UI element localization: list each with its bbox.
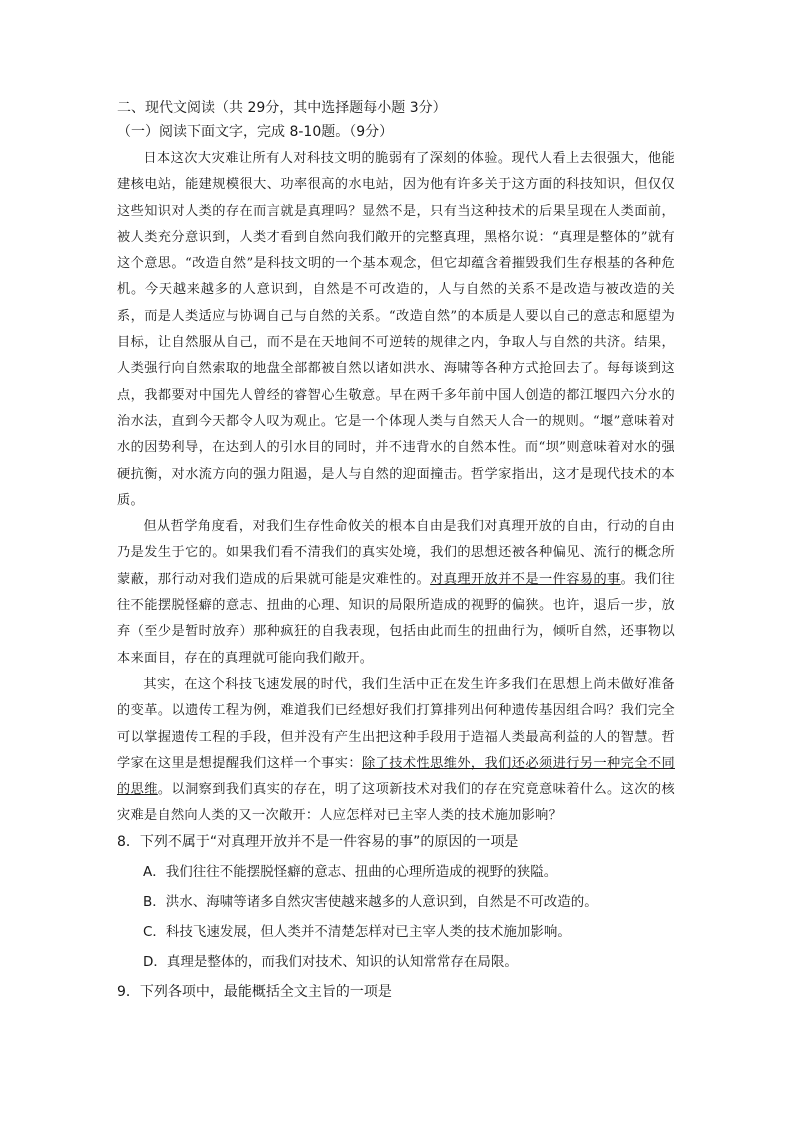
question-8-option-a: A．我们往往不能摆脱怪癖的意志、扭曲的心理所造成的视野的狭隘。 (143, 863, 558, 880)
section-title: 二、现代文阅读（共 29分，其中选择题每小题 3分） (117, 100, 447, 116)
passage-paragraph-1: 日本这次大灾难让所有人对科技文明的脆弱有了深刻的体验。现代人看上去很强大，他能建核电站，能建规模很大、功率很高的水电站，因为他有许多关于这方面的科技知识，但仅仅这些知识对人类的存在而言就是真理吗？显然不是，只有当这种技术的后果呈现在人类面前，被人类充分意识到，人类才看到自然向我们敞开的完整真理，黑格尔说：“真理是整体的”就有这个意思。“改造自然”是科技文明的一个基本观念，但它却蕴含着摧毁我们生存根基的各种危机。今天越来越多的人意识到，自然是不可改造的，人与自然的关系不是改造与被改造的关系，而是人类适应与协调自己与自然的关系。“改造自然”的本质是人要以自己的意志和愿望为目标，让自然服从自己，而不是在天地间不可逆转的规律之内，争取人与自然的共济。结果，人类强行向自然索取的地盘全部都被自然以诸如洪水、海啸等各种方式抢回去了。每每谈到这点，我都要对中国先人曾经的睿智心生敬意。早在两千多年前中国人创造的都江堰四六分水的治水法，直到今天都令人叹为观止。它是一个体现人类与自然天人合一的规则。“堰”意味着对水的因势利导，在达到人的引水目的同时，并不违背水的自然本性。而“坝”则意味着对水的强硬抗衡，对水流方向的强力阻遏，是人与自然的迎面撞击。哲学家指出，这才是现代技术的本质。 (117, 151, 675, 508)
p2-text-after: 。我们往往不能摆脱怪癖的意志、扭曲的心理、知识的局限所造成的视野的偏狭。也许，退后一步，放弃（至少是暂时放弃）那种疯狂的自我表现，包括由此而生的扭曲行为，倾听自然，还事物以本来面目，存在的真理就可能向我们敞开。 (117, 571, 675, 666)
subsection-title: （一）阅读下面文字，完成 8-10题。（9分） (117, 124, 394, 140)
question-8-option-b: B．洪水、海啸等诸多自然灾害使越来越多的人意识到，自然是不可改造的。 (143, 893, 598, 910)
question-8-option-d: D．真理是整体的，而我们对技术、知识的认知常常存在局限。 (143, 953, 518, 970)
question-8-options (117, 862, 675, 972)
p2-text-before: 但从哲学角度看，对我们生存性命攸关的根本自由是我们对真理开放的自由，行动的自由乃是发生于它的。如果我们看不清我们的真实处境，我们的思想还被各种偏见、流行的概念所蒙蔽，那行动对我们造成的后果就可能是灾难性的。 (117, 519, 675, 587)
question-8-option-c: C．科技飞速发展，但人类并不清楚怎样对已主宰人类的技术施加影响。 (143, 923, 571, 940)
question-9-stem: 9．下列各项中，最能概括全文主旨的一项是 (117, 983, 392, 1000)
p3-underlined-sentence: 除了技术性思维外，我们还必须进行另一种完全不同的思维 (117, 755, 675, 798)
p3-text-before: 其实，在这个科技飞速发展的时代，我们生活中正在发生许多我们在思想上尚未做好准备的变革。以遗传工程为例，难道我们已经想好我们打算排列出何种遗传基因组合吗？我们完全可以掌握遗传工程的手段，但并没有产生出把这种手段用于造福人类最高利益的人的智慧。哲学家在这里是想提醒我们这样一个事实： (117, 676, 675, 771)
exam-page (117, 98, 675, 1002)
p3-text-after: 。以洞察到我们真实的存在，明了这项新技术对我们的存在究竟意味着什么。这次的核灾难是自然向人类的又一次敞开：人应怎样对已主宰人类的技术施加影响？ (117, 782, 675, 824)
p2-underlined-sentence: 对真理开放并不是一件容易的事 (430, 571, 621, 587)
passage-paragraph-2 (117, 514, 675, 672)
passage-paragraph-3 (117, 672, 675, 830)
question-8-stem: 8．下列不属于“对真理开放并不是一件容易的事”的原因的一项是 (117, 833, 519, 850)
